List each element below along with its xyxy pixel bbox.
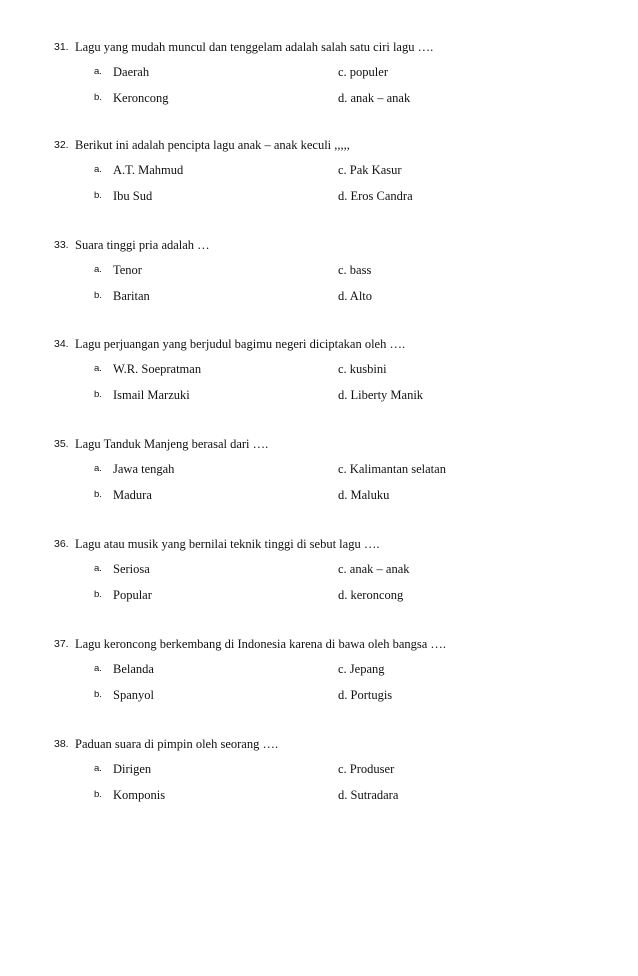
option-d-text: d. Portugis [338,688,393,702]
question-text: Lagu yang mudah muncul dan tenggelam adalah salah satu ciri lagu …. [75,40,434,54]
option-b-text: Madura [113,488,152,502]
option-d-text: d. Alto [338,289,373,303]
question-number: 33. [54,239,69,251]
option-c-text: c. kusbini [338,362,387,376]
option-a-text: Jawa tengah [113,462,175,476]
question-number: 35. [54,438,69,450]
question-text: Berikut ini adalah pencipta lagu anak – anak keculi ,,,,, [75,138,350,152]
option-c-text: c. Jepang [338,662,385,676]
question-text: Lagu keroncong berkembang di Indonesia karena di bawa oleh bangsa …. [75,637,447,651]
option-c-text: c. Pak Kasur [338,163,402,177]
option-d-text: d. Maluku [338,488,390,502]
question-text: Suara tinggi pria adalah … [75,238,210,252]
option-a-letter: a. [94,164,102,175]
option-b-text: Komponis [113,788,166,802]
option-b-text: Keroncong [113,91,169,105]
option-a-text: Seriosa [113,562,150,576]
option-c-text: c. Produser [338,762,395,776]
option-a-letter: a. [94,66,102,77]
option-a-text: W.R. Soepratman [113,362,202,376]
option-b-letter: b. [94,389,102,400]
option-b-letter: b. [94,789,102,800]
question-number: 38. [54,738,69,750]
question-text: Lagu perjuangan yang berjudul bagimu negeri diciptakan oleh …. [75,337,406,351]
option-a-text: Belanda [113,662,154,676]
option-a-letter: a. [94,763,102,774]
option-a-text: Dirigen [113,762,152,776]
option-b-text: Popular [113,588,152,602]
question-31 [0,39,638,129]
option-b-letter: b. [94,92,102,103]
option-a-letter: a. [94,363,102,374]
option-c-text: c. bass [338,263,372,277]
option-c-text: c. anak – anak [338,562,410,576]
question-text: Lagu Tanduk Manjeng berasal dari …. [75,437,269,451]
option-a-text: Tenor [113,263,142,277]
option-b-text: Ismail Marzuki [113,388,190,402]
option-a-text: A.T. Mahmud [113,163,184,177]
option-b-letter: b. [94,589,102,600]
option-d-text: d. Sutradara [338,788,399,802]
question-number: 34. [54,338,69,350]
question-37 [0,636,638,726]
option-a-letter: a. [94,264,102,275]
question-33 [0,237,638,327]
option-d-text: d. Liberty Manik [338,388,424,402]
question-32 [0,137,638,227]
option-d-text: d. keroncong [338,588,404,602]
option-a-letter: a. [94,663,102,674]
question-number: 32. [54,139,69,151]
question-38 [0,736,638,826]
question-text: Lagu atau musik yang bernilai teknik tinggi di sebut lagu …. [75,537,380,551]
option-b-letter: b. [94,689,102,700]
option-b-text: Baritan [113,289,150,303]
option-b-text: Spanyol [113,688,154,702]
question-35 [0,436,638,526]
question-text: Paduan suara di pimpin oleh seorang …. [75,737,279,751]
option-d-text: d. anak – anak [338,91,411,105]
question-number: 31. [54,41,69,53]
question-34 [0,336,638,426]
option-c-text: c. populer [338,65,388,79]
option-d-text: d. Eros Candra [338,189,413,203]
question-number: 37. [54,638,69,650]
option-b-text: Ibu Sud [113,189,153,203]
option-a-text: Daerah [113,65,150,79]
question-number: 36. [54,538,69,550]
question-36 [0,536,638,626]
option-b-letter: b. [94,290,102,301]
option-a-letter: a. [94,463,102,474]
option-a-letter: a. [94,563,102,574]
option-c-text: c. Kalimantan selatan [338,462,446,476]
option-b-letter: b. [94,190,102,201]
option-b-letter: b. [94,489,102,500]
